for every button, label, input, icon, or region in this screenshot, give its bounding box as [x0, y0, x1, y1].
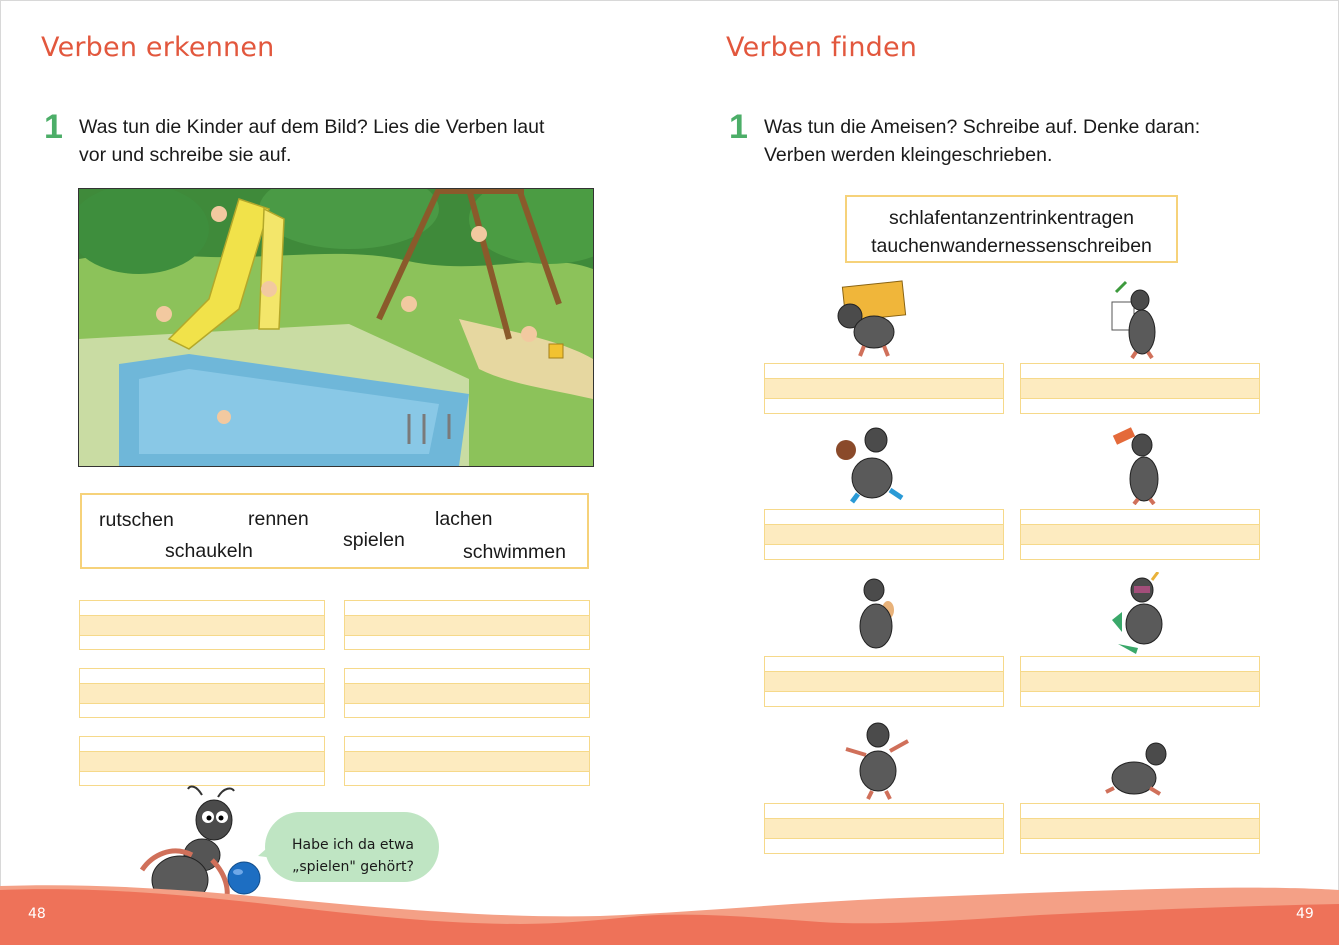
ant-hiking-illustration — [832, 420, 912, 506]
word-box — [80, 493, 589, 569]
ant-drinking-illustration — [1108, 425, 1168, 505]
writing-line[interactable] — [764, 656, 1004, 707]
playground-illustration — [78, 188, 594, 467]
writing-line[interactable] — [1020, 803, 1260, 854]
writing-line[interactable] — [344, 736, 590, 786]
ant-sleeping-illustration — [1104, 738, 1170, 798]
word-schaukeln: schaukeln — [165, 540, 253, 562]
word-rennen: rennen — [248, 508, 309, 530]
writing-line[interactable] — [344, 600, 590, 650]
right-task-line-2: Verben werden kleingeschrieben. — [764, 144, 1053, 166]
speech-bubble-line-2: „spielen" gehört? — [292, 859, 414, 875]
footer-wave — [0, 860, 1339, 945]
writing-line[interactable] — [79, 668, 325, 718]
left-page-title: Verben erkennen — [41, 32, 275, 63]
left-task-line-1: Was tun die Kinder auf dem Bild? Lies die Verben laut — [79, 116, 545, 138]
right-task-number: 1 — [729, 108, 748, 146]
right-task-line-1: Was tun die Ameisen? Schreibe auf. Denke daran: — [764, 116, 1201, 138]
word-schwimmen: schwimmen — [463, 541, 566, 563]
right-page-title: Verben finden — [726, 32, 918, 63]
letter-chain-line-1: schlafentanzentrinkentragen — [889, 207, 1134, 229]
writing-line[interactable] — [764, 363, 1004, 414]
ant-carrying-box-illustration — [828, 280, 912, 360]
right-task-instruction — [764, 113, 1200, 169]
writing-line[interactable] — [344, 668, 590, 718]
writing-line[interactable] — [79, 600, 325, 650]
word-lachen: lachen — [435, 508, 493, 530]
ant-writing-illustration — [1108, 280, 1164, 360]
ant-diving-illustration — [1108, 572, 1170, 656]
left-task-number: 1 — [44, 108, 63, 146]
letter-chain-box — [845, 195, 1178, 263]
speech-bubble-line-1: Habe ich da etwa — [291, 837, 414, 853]
writing-line[interactable] — [1020, 363, 1260, 414]
playground-scene-svg — [79, 189, 593, 466]
writing-line[interactable] — [1020, 656, 1260, 707]
writing-line[interactable] — [79, 736, 325, 786]
ant-dancing-illustration — [842, 715, 914, 801]
ant-eating-illustration — [852, 574, 900, 654]
left-task-instruction — [79, 113, 544, 169]
left-page-number: 48 — [28, 906, 46, 922]
right-page-number: 49 — [1296, 906, 1314, 922]
writing-line[interactable] — [1020, 509, 1260, 560]
word-rutschen: rutschen — [99, 509, 174, 531]
writing-line[interactable] — [764, 803, 1004, 854]
word-spielen: spielen — [343, 529, 405, 551]
writing-line[interactable] — [764, 509, 1004, 560]
letter-chain-line-2: tauchenwandernessenschreiben — [871, 235, 1152, 257]
left-task-line-2: vor und schreibe sie auf. — [79, 144, 292, 166]
